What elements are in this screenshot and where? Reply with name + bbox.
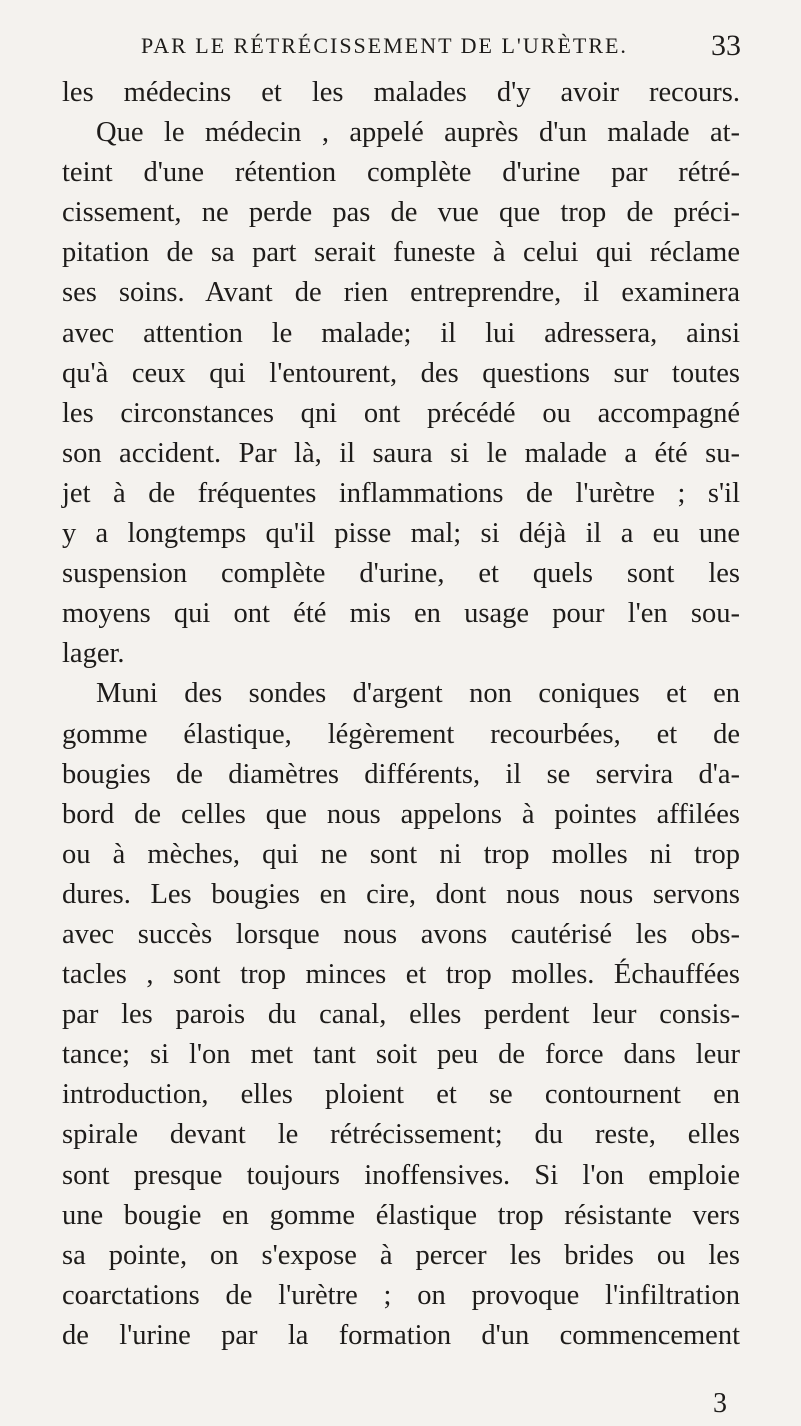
text-line: les circonstances qni ont précédé ou accompagné: [62, 397, 740, 429]
text-line: avec succès lorsque nous avons cautérisé les obs-: [62, 918, 740, 950]
text-line: une bougie en gomme élastique trop résistante vers: [62, 1199, 740, 1231]
text-line: introduction, elles ploient et se contournent en: [62, 1079, 740, 1111]
text-line: sont presque toujours inoffensives. Si l'on emploie: [62, 1159, 740, 1191]
page-number: 33: [711, 29, 741, 62]
running-head-title: PAR LE RÉTRÉCISSEMENT DE L'URÈTRE.: [141, 33, 628, 58]
text-line: bougies de diamètres différents, il se servira d'a-: [62, 758, 740, 790]
text-line: cissement, ne perde pas de vue que trop de préci-: [62, 197, 740, 229]
text-line: bord de celles que nous appelons à pointes affilées: [62, 798, 740, 830]
text-line: avec attention le malade; il lui adressera, ainsi: [62, 317, 740, 349]
text-line: sa pointe, on s'expose à percer les brides ou les: [62, 1239, 740, 1271]
text-line: spirale devant le rétrécissement; du reste, elles: [62, 1119, 740, 1151]
text-line: tacles , sont trop minces et trop molles. Échauffées: [62, 959, 740, 991]
text-line: Que le médecin , appelé auprès d'un malade at-: [96, 117, 740, 149]
text-line: teint d'une rétention complète d'urine par rétré-: [62, 157, 740, 189]
text-line: ses soins. Avant de rien entreprendre, il examinera: [62, 277, 740, 309]
body-text: [62, 73, 740, 1356]
text-line: gomme élastique, légèrement recourbées, et de: [62, 718, 740, 750]
text-line: qu'à ceux qui l'entourent, des questions sur toutes: [62, 357, 740, 389]
text-line: moyens qui ont été mis en usage pour l'en sou-: [62, 598, 740, 630]
text-line: jet à de fréquentes inflammations de l'urètre ; s'il: [62, 477, 740, 509]
text-line: Muni des sondes d'argent non coniques et en: [96, 678, 740, 710]
text-line: son accident. Par là, il saura si le malade a été su-: [62, 437, 740, 469]
text-line: de l'urine par la formation d'un commencement: [62, 1319, 740, 1351]
text-line: suspension complète d'urine, et quels sont les: [62, 558, 740, 590]
text-line: pitation de sa part serait funeste à celui qui réclame: [62, 237, 740, 269]
text-line: par les parois du canal, elles perdent leur consis-: [62, 999, 740, 1031]
text-line: lager.: [62, 638, 125, 670]
text-line: ou à mèches, qui ne sont ni trop molles ni trop: [62, 838, 740, 870]
text-line: tance; si l'on met tant soit peu de force dans leur: [62, 1039, 740, 1071]
text-line: coarctations de l'urètre ; on provoque l'infiltration: [62, 1279, 740, 1311]
text-line: les médecins et les malades d'y avoir recours.: [62, 77, 740, 108]
text-line: y a longtemps qu'il pisse mal; si déjà il a eu une: [62, 518, 740, 550]
signature-mark: 3: [713, 1388, 727, 1419]
text-line: dures. Les bougies en cire, dont nous nous servons: [62, 878, 740, 910]
running-head: [141, 26, 741, 66]
